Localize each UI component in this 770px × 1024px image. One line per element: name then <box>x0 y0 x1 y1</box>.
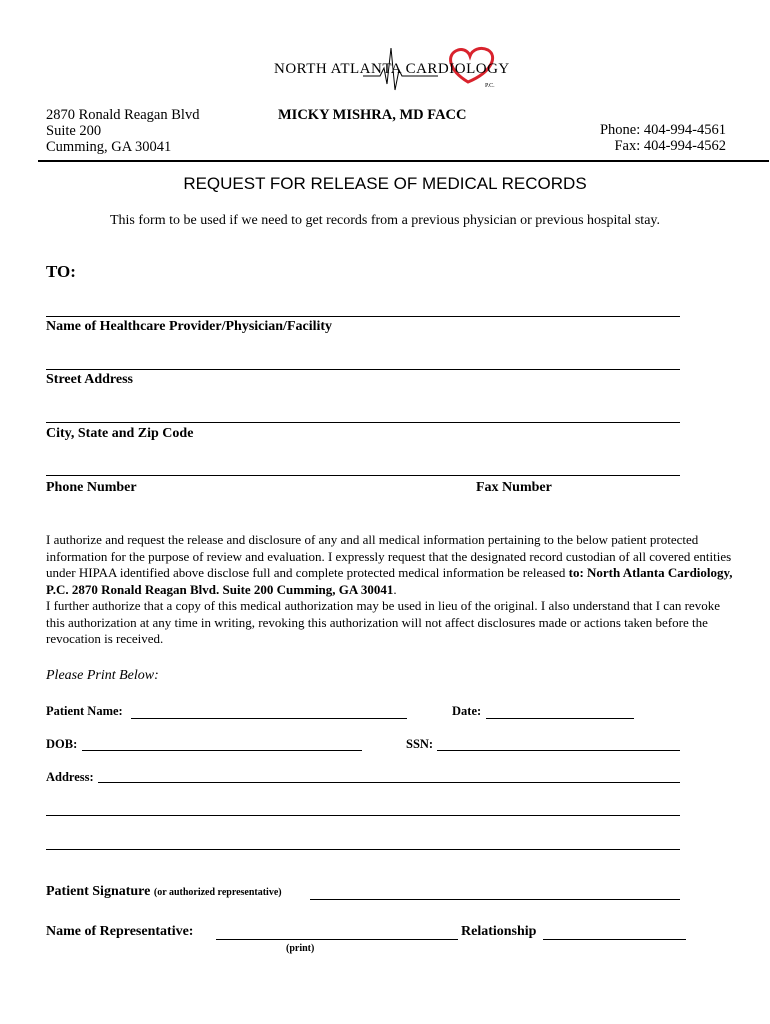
dob-field[interactable] <box>82 750 362 751</box>
relationship-field[interactable] <box>543 939 686 940</box>
practice-logo <box>268 40 508 94</box>
patient-signature-field[interactable] <box>310 899 680 900</box>
logo-pc: P.C. <box>485 83 495 89</box>
date-field[interactable] <box>486 718 634 719</box>
address-line-1: 2870 Ronald Reagan Blvd <box>46 107 200 123</box>
address-line-2: Suite 200 <box>46 123 102 139</box>
provider-name-label: Name of Healthcare Provider/Physician/Facility <box>46 319 333 334</box>
practice-phone: Phone: 404-994-4561 <box>599 122 726 138</box>
address-label: Address: <box>46 770 94 784</box>
form-title: REQUEST FOR RELEASE OF MEDICAL RECORDS <box>183 174 587 193</box>
practice-contact <box>600 122 726 154</box>
print-note: (print) <box>286 943 315 954</box>
authorization-text <box>46 532 736 648</box>
phone-fax-field[interactable] <box>46 475 680 476</box>
street-address-field[interactable] <box>46 369 680 370</box>
dob-label: DOB: <box>46 737 78 751</box>
address-field-line-1[interactable] <box>98 782 680 783</box>
representative-name-field[interactable] <box>216 939 458 940</box>
provider-name-field[interactable] <box>46 316 680 317</box>
street-address-label: Street Address <box>46 372 133 387</box>
city-state-zip-field[interactable] <box>46 422 680 423</box>
representative-name-label: Name of Representative: <box>46 924 194 939</box>
authorization-para2: I further authorize that a copy of this medical authorization may be used in lieu of the original. I also understand that I can revoke this authorization at any time in writing, revoking this authorization will not affect disclosures made or actions taken before the revocation is received. <box>46 598 720 646</box>
to-label: TO: <box>46 262 76 281</box>
address-field-line-2[interactable] <box>46 815 680 816</box>
please-print-label: Please Print Below: <box>46 668 159 683</box>
city-state-zip-label: City, State and Zip Code <box>46 426 194 441</box>
ssn-label: SSN: <box>406 737 434 751</box>
patient-name-label: Patient Name: <box>46 704 123 718</box>
logo-wordmark: NORTH ATLANTA CARDIOLOGY <box>274 61 510 77</box>
authorization-recipient: to: North Atlanta Cardiology, P.C. 2870 Ronald Reagan Blvd. Suite 200 Cumming, GA 30041 <box>46 565 733 597</box>
ssn-field[interactable] <box>437 750 680 751</box>
fax-number-label: Fax Number <box>476 480 552 495</box>
practice-fax: Fax: 404-994-4562 <box>614 138 726 154</box>
address-line-3: Cumming, GA 30041 <box>46 139 172 155</box>
authorization-period: . <box>393 581 397 597</box>
form-subtitle: This form to be used if we need to get records from a previous physician or previous hospital stay. <box>109 213 660 228</box>
practice-address <box>46 107 199 155</box>
relationship-label: Relationship <box>461 924 537 939</box>
patient-name-field[interactable] <box>131 718 407 719</box>
doctor-name: MICKY MISHRA, MD FACC <box>278 107 467 123</box>
authorization-para1: I authorize and request the release and disclosure of any and all medical information pertaining to the below patient protected information for the purpose of review and evaluation. I expressly request that the designated record custodian of all covered entities under HIPAA identified above disclose full and complete protected medical information be released <box>46 532 732 580</box>
address-field-line-3[interactable] <box>46 849 680 850</box>
date-label: Date: <box>452 704 482 718</box>
phone-number-label: Phone Number <box>46 480 137 495</box>
signature-note: (or authorized representative) <box>153 887 282 898</box>
patient-signature-label: Patient Signature (or authorized representative) <box>46 884 282 899</box>
header-divider <box>38 160 769 162</box>
